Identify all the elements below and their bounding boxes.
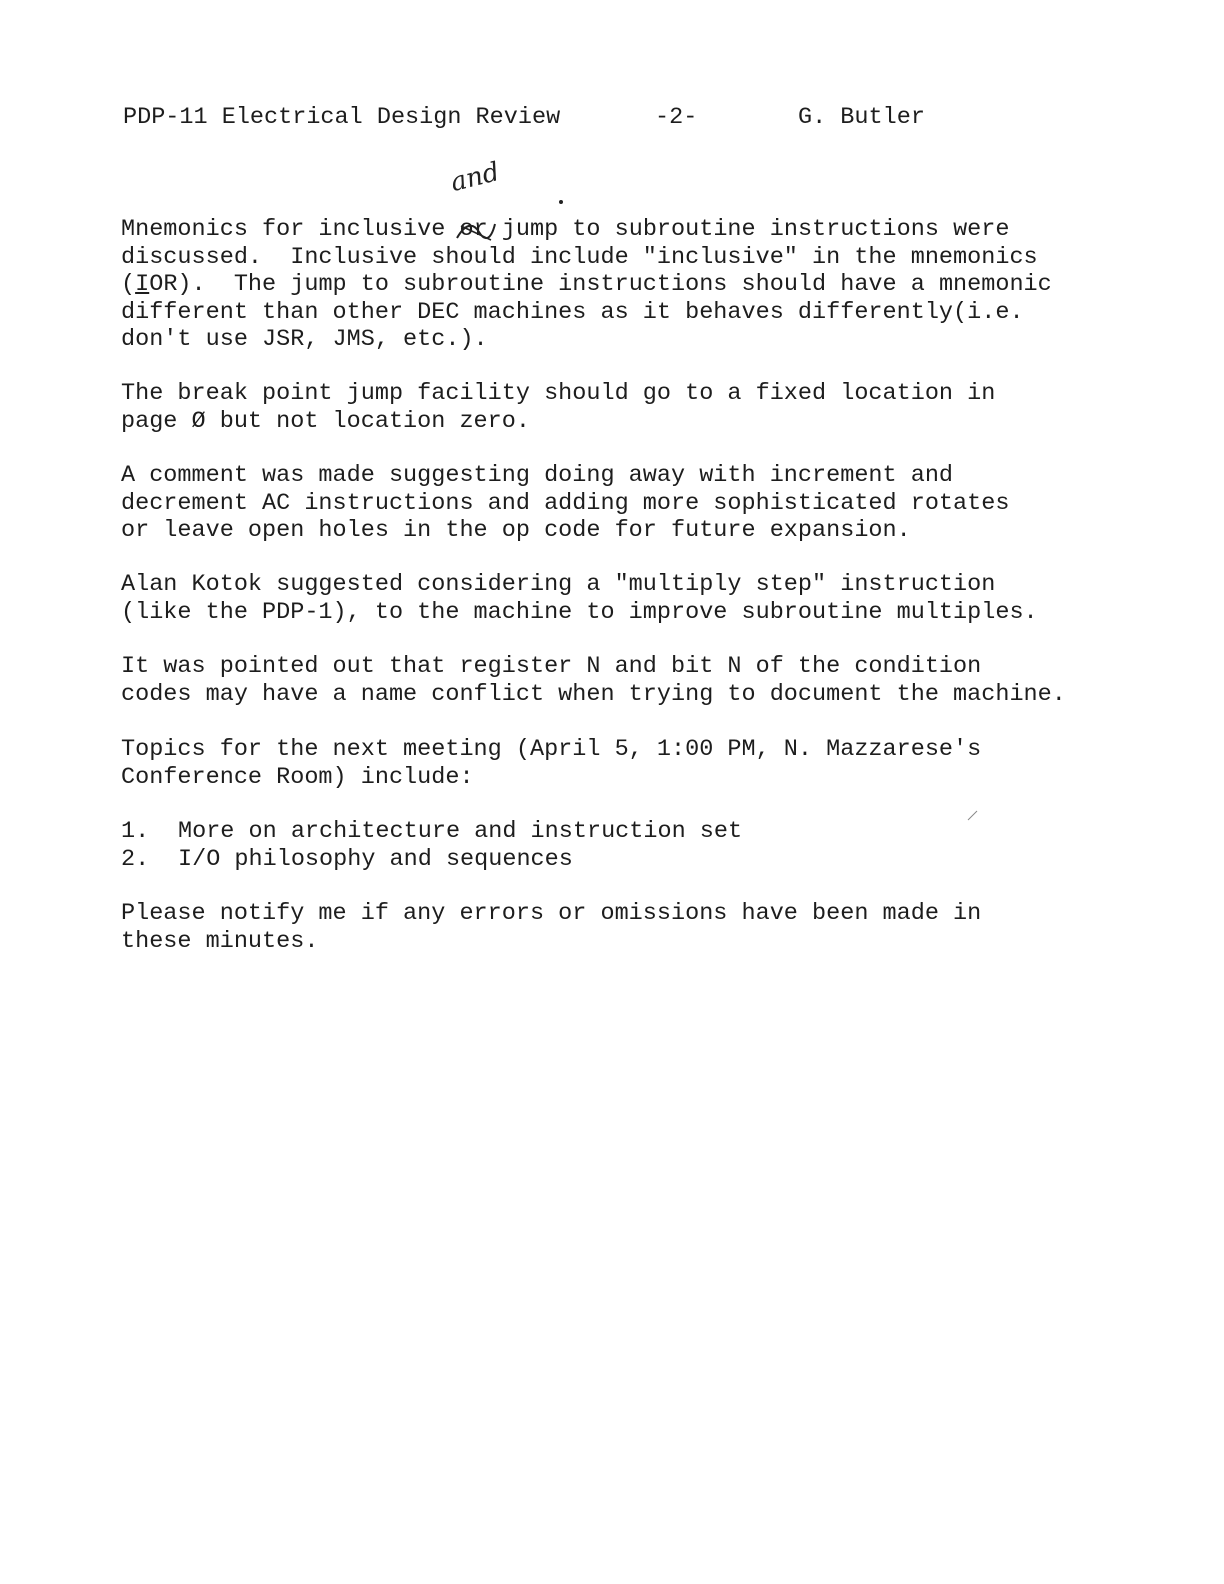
- text-segment: Mnemonics for inclusive: [121, 216, 460, 243]
- list-item-text: I/O philosophy and sequences: [178, 845, 573, 873]
- paragraph-line: discussed. Inclusive should include "inclusive" in the mnemonics: [121, 243, 1038, 271]
- paragraph-line: The break point jump facility should go to a fixed location in: [121, 380, 996, 407]
- paragraph-line: It was pointed out that register N and bit N of the condition: [121, 653, 982, 680]
- paragraph-next-meeting: [121, 736, 1121, 791]
- underlined-letter: I: [135, 271, 150, 298]
- text-segment: jump to subroutine instructions were: [487, 216, 1010, 243]
- paragraph-line: decrement AC instructions and adding more sophisticated rotates: [121, 489, 1010, 517]
- paragraph-line: these minutes.: [121, 927, 319, 955]
- list-item-number: 1.: [121, 818, 150, 845]
- struck-word-text: or: [459, 216, 488, 243]
- paragraph-kotok: [121, 571, 1121, 626]
- list-item-text: More on architecture and instruction set: [178, 818, 743, 845]
- paragraph-line: Alan Kotok suggested considering a "multiply step" instruction: [121, 571, 996, 598]
- paragraph-line: codes may have a name conflict when trying to document the machine.: [121, 680, 1066, 708]
- header-page-number: -2-: [655, 104, 698, 131]
- header-title: PDP-11 Electrical Design Review: [123, 104, 561, 131]
- list-item: [121, 846, 742, 874]
- text-segment: (: [121, 271, 136, 298]
- paragraph-line: Topics for the next meeting (April 5, 1:00 PM, N. Mazzarese's: [121, 736, 982, 763]
- paragraph-mnemonics: [121, 216, 1121, 354]
- paragraph-line: (like the PDP-1), to the machine to improve subroutine multiples.: [121, 598, 1038, 626]
- paragraph-break-point: [121, 380, 1121, 435]
- struck-word: [459, 216, 487, 244]
- paragraph-register-n: [121, 653, 1121, 708]
- paragraph-line: [121, 216, 1121, 244]
- stray-pen-mark-icon: [966, 808, 980, 822]
- paragraph-line: different than other DEC machines as it behaves differently(i.e.: [121, 298, 1024, 326]
- paragraph-line: Conference Room) include:: [121, 763, 474, 791]
- paragraph-line: [121, 271, 1121, 299]
- text-segment: OR). The jump to subroutine instructions should have a mnemonic: [149, 271, 1052, 298]
- paragraph-line: Please notify me if any errors or omissions have been made in: [121, 900, 982, 927]
- list-item-number: 2.: [121, 845, 150, 873]
- paragraph-line: page Ø but not location zero.: [121, 407, 530, 435]
- paragraph-line: A comment was made suggesting doing away with increment and: [121, 462, 954, 489]
- paragraph-line: or leave open holes in the op code for future expansion.: [121, 517, 911, 544]
- paragraph-notify: [121, 900, 1121, 955]
- topics-list: [121, 818, 742, 873]
- paragraph-comment-increment: [121, 462, 1121, 545]
- strikeout-scribble-icon: [455, 218, 497, 244]
- header-author: G. Butler: [798, 104, 925, 131]
- insertion-dot: [559, 200, 563, 204]
- handwritten-insert-and: and: [447, 157, 503, 198]
- paragraph-line: don't use JSR, JMS, etc.).: [121, 326, 488, 353]
- list-item: [121, 818, 742, 846]
